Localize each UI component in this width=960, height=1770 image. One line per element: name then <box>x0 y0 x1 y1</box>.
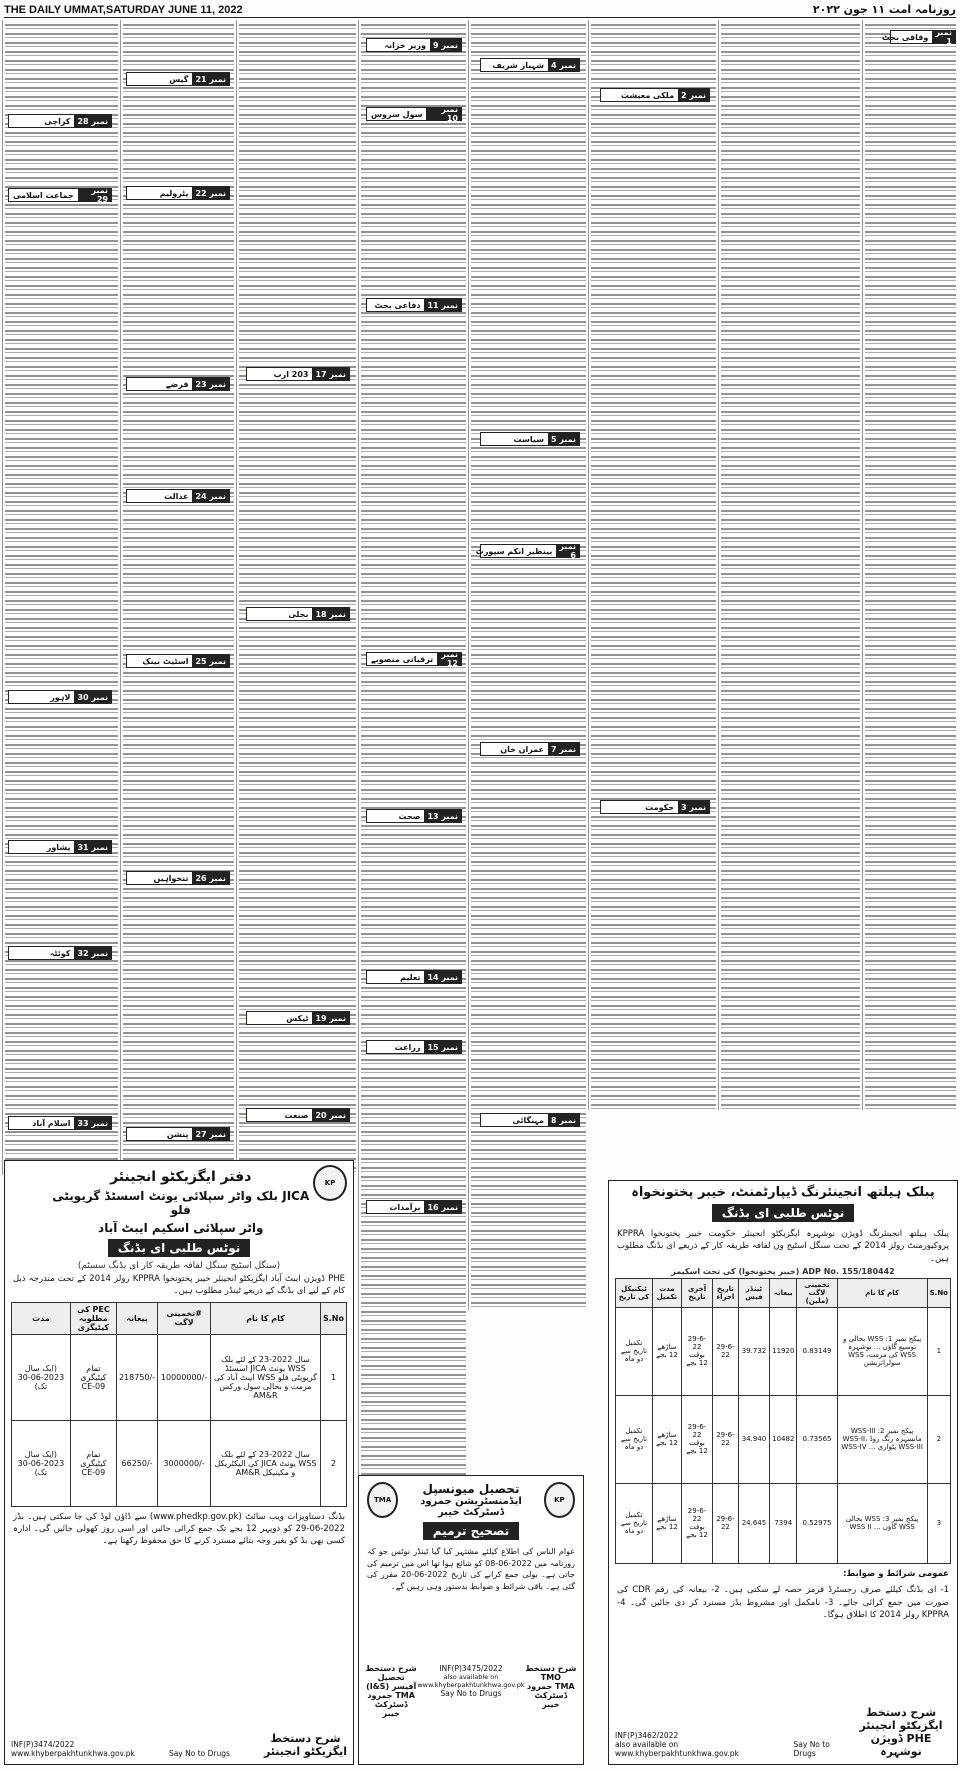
section-header: نمبر 18 بجلی <box>246 607 350 621</box>
column-header: PEC کی مطلوبہ کیٹیگری <box>70 1302 116 1334</box>
section-header: نمبر 23 قرضے <box>126 377 230 391</box>
website-link[interactable]: www.khyberpakhtunkhwa.gov.pk <box>11 1749 135 1758</box>
section-header: نمبر 31 پشاور <box>8 840 112 854</box>
say-no-to-drugs: Say No to Drugs <box>168 1749 230 1758</box>
notice-subtitle: (سنگل اسٹیج سنگل لفافہ طریقہ کار ای بڈنگ سسٹم) <box>77 1261 281 1271</box>
signature-tmo: شرح دستخط TMO TMA جمرود ڈسٹرکٹ خیبر <box>525 1664 577 1709</box>
masthead-urdu-date: روزنامہ امت ۱۱ جون ۲۰۲۲ <box>812 3 956 16</box>
website-link[interactable]: also available on www.khyberpakhtunkhwa.gov.pk <box>615 1740 739 1758</box>
tender-table <box>615 1278 951 1564</box>
tender-notice-phe-nowshera <box>608 1180 958 1765</box>
column-3 <box>588 20 718 1110</box>
column-6 <box>236 20 358 1175</box>
correction-banner: تصحیح ترمیم <box>423 1522 519 1540</box>
column-2 <box>718 20 862 1110</box>
notice-terms: بڈنگ دستاویزات ویب سائٹ (www.phedkp.gov.pk) سے ڈاؤن لوڈ کی جا سکتی ہیں۔ بڈز 2022-06-29 کو دوپہر 12 بجے تک جمع کرائی جائیں اور اسی روز کھولی جائیں گی۔ ادارہ کسی بھی بڈ کو بغیر وجہ بتائے مسترد کرنے کا حق محفوظ رکھتا ہے۔ <box>13 1511 345 1547</box>
unit-title: JICA بلک واٹر سپلائی یونٹ اسسٹڈ گریویٹی فلو <box>52 1189 310 1217</box>
column-5 <box>358 20 468 1490</box>
section-header: نمبر 12 ترقیاتی منصوبے <box>366 652 462 666</box>
kp-government-logo: KP <box>313 1165 347 1201</box>
section-header: نمبر 33 اسلام آباد <box>8 1116 112 1130</box>
section-header: نمبر 1 وفاقی بجٹ <box>890 30 956 44</box>
section-header: نمبر 16 برآمدات <box>366 1200 462 1214</box>
tma-logo-left: TMA <box>367 1482 398 1518</box>
section-header: نمبر 7 عمران خان <box>480 742 580 756</box>
masthead-english-date: THE DAILY UMMAT,SATURDAY JUNE 11, 2022 <box>4 3 243 16</box>
notice-banner: نوٹس طلبی ای بڈنگ <box>108 1239 251 1257</box>
column-header: مدت <box>12 1302 71 1334</box>
section-header: نمبر 9 وزیر خزانہ <box>366 38 462 52</box>
say-no-to-drugs: Say No to Drugs <box>440 1689 502 1698</box>
section-header: نمبر 11 دفاعی بجٹ <box>366 298 462 312</box>
say-no-to-drugs: Say No to Drugs <box>793 1740 830 1758</box>
section-header: نمبر 14 تعلیم <box>366 970 462 984</box>
section-header: نمبر 29 جماعت اسلامی <box>8 188 112 202</box>
adp-reference: ADP No. 155/180442 (خیبر پختونخوا) کی تحت اسکیمز <box>671 1266 895 1276</box>
tma-logo-right: KP <box>544 1482 575 1518</box>
section-header: نمبر 13 صحت <box>366 809 462 823</box>
section-header: نمبر 17 203 ارب <box>246 367 350 381</box>
inf-number: INF(P)3474/2022 <box>11 1740 75 1749</box>
section-header: نمبر 32 کوئٹہ <box>8 946 112 960</box>
table-header-row: S.No کام کا نام تخمینی لاگت (ملین) بیعانہ ٹینڈر فیس تاریخ اجراء آخری تاریخ مدت تکمیل ٹیکنیکل کی تاریخ <box>616 1278 951 1307</box>
notice-banner: نوٹس طلبی ای بڈنگ <box>712 1204 855 1222</box>
section-header: نمبر 22 پٹرولیم <box>126 186 230 200</box>
correction-notice-jamrud <box>358 1475 584 1765</box>
column-header: S.No <box>321 1302 347 1334</box>
section-header: نمبر 19 ٹیکس <box>246 1011 350 1025</box>
table-row: 1 سال 2022-23 کے لئے بلک WSS یونٹ JICA اسسٹڈ گریویٹی فلو WSS ایبٹ آباد کی مرمت و بحالی سول ورکس AM&R 10000000/- 218750/- تمام کیٹیگری CE-09 (ایک سال 2023-06-30 تک) <box>12 1334 347 1420</box>
table-row: 2 پیکج نمبر 2: WSS-III مانسہرہ رنگ روڈ WSS-II، WSS-III پٹواری ... WSS-IV 0.73565 10482 34.940 29-6-22 29-6-22 بوقت 12 بجے ساڑھے 12 بجے تکمیل تاریخ سے دو ماہ <box>616 1395 951 1483</box>
office-title: دفتر ایگزیکٹو انجینئر <box>110 1169 252 1185</box>
notice-intro: پبلک ہیلتھ انجینئرنگ ڈویژن نوشہرہ ایگزیکٹو انجینئر حکومت خیبر پختونخوا KPPRA پروکیورمنٹ رولز 2014 کے تحت سنگل اسٹیج ون لفافہ طریقہ کار کے ذریعے ای بڈنگ مطلوب ہیں۔ <box>617 1229 949 1264</box>
column-header: #تخمینی لاگت <box>158 1302 211 1334</box>
signature-block: شرح دستخط ایگزیکٹو انجینئر PHE ڈویژن نوشہرہ <box>859 1706 943 1758</box>
column-1 <box>862 20 958 1110</box>
inf-number: INF(P)3462/2022 <box>615 1731 679 1740</box>
inf-number: INF(P)3475/2022 <box>439 1664 503 1673</box>
table-row: 2 سال 2022-23 کے لئے بلک WSS یونٹ JICA کی الیکٹریکل و مکینیکل AM&R 3000000/- 66250/- تمام کیٹیگری CE-09 (ایک سال 2023-06-30 تک) <box>12 1420 347 1506</box>
table-row: 3 پیکج نمبر 3: WSS بحالی WSS گاؤں ... WSS II 0.52975 7394 24.645 29-6-22 29-6-22 بوقت 12 بجے ساڑھے 12 بجے تکمیل تاریخ سے دو ماہ <box>616 1483 951 1563</box>
section-header: نمبر 15 زراعت <box>366 1040 462 1054</box>
notice-intro: PHE ڈویژن ایبٹ آباد ایگزیکٹو انجینئر خیبر پختونخوا KPPRA رولز 2014 کے تحت مندرجہ ذیل کام کے لیے ای بڈنگ کے ذریعے ٹینڈر مطلوب ہیں۔ <box>13 1274 345 1297</box>
column-header: بیعانہ <box>116 1302 157 1334</box>
section-header: نمبر 2 ملکی معیشت <box>600 88 710 102</box>
section-header: نمبر 6 بینظیر انکم سپورٹ <box>480 544 580 558</box>
table-header-row <box>12 1302 347 1334</box>
terms-body: 1- ای بڈنگ کیلئے صرف رجسٹرڈ فرمز حصہ لے سکتی ہیں۔ 2- بیعانہ کی رقم CDR کی صورت میں جمع کرائی جائے۔ 3- نامکمل اور مشروط بڈز مسترد کر دی جائیں گی۔ 4- KPPRA رولز 2014 کا اطلاق ہوگا۔ <box>617 1585 949 1620</box>
section-header: نمبر 21 گیس <box>126 72 230 86</box>
section-header: نمبر 25 اسٹیٹ بینک <box>126 654 230 668</box>
section-header: نمبر 28 کراچی <box>8 114 112 128</box>
section-header: نمبر 24 عدالت <box>126 489 230 503</box>
tma-title: تحصیل میونسپل <box>422 1482 520 1496</box>
section-header: نمبر 4 شہباز شریف <box>480 58 580 72</box>
section-header: نمبر 20 صنعت <box>246 1108 350 1122</box>
tender-table <box>11 1302 347 1507</box>
tma-district: ایڈمنسٹریشن جمرود ڈسٹرکٹ خیبر <box>420 1496 522 1518</box>
scheme-title: واٹر سپلائی اسکیم ایبٹ آباد <box>98 1221 264 1235</box>
section-header: نمبر 8 مہنگائی <box>480 1113 580 1127</box>
terms-title: عمومی شرائط و ضوابط: <box>843 1568 949 1579</box>
section-header: نمبر 10 سول سروس <box>366 107 462 121</box>
correction-body: عوام الناس کی اطلاع کیلئے مشتہر کیا گیا ٹینڈر نوٹس جو کہ روزنامہ میں 2022-06-08 کو شائع ہوا تھا اس میں ترمیم کی جاتی ہے۔ بولی جمع کرانے کی تاریخ 2022-06-20 مقرر کی گئی ہے۔ باقی شرائط و ضوابط بدستور وہی رہیں گے۔ <box>367 1547 576 1591</box>
section-header: نمبر 3 حکومت <box>600 800 710 814</box>
signature-block: شرح دستخط ایگزیکٹو انجینئر <box>263 1732 347 1758</box>
section-header: نمبر 27 پنشن <box>126 1127 230 1141</box>
tender-notice-abbottabad <box>4 1160 354 1765</box>
section-header: نمبر 5 سیاست <box>480 432 580 446</box>
department-title: پبلک ہیلتھ انجینئرنگ ڈیپارٹمنٹ، خیبر پختونخواہ <box>631 1185 935 1200</box>
section-header: نمبر 26 تنخواہیں <box>126 871 230 885</box>
website-link[interactable]: also available on www.khyberpakhtunkhwa.gov.pk <box>417 1673 525 1689</box>
signature-tehsil-officer: شرح دستخط تحصیل آفیسر (I&S) TMA جمرود ڈسٹرکٹ خیبر <box>365 1664 417 1718</box>
table-row: 1 پیکج نمبر 1: WSS بحالی و توسیع گاؤں ... نوشہرہ WSS کی مرمت، WSS سولرائزیشن 0.83149 11920 39.732 29-6-22 29-6-22 بوقت 12 بجے ساڑھے 12 بجے تکمیل تاریخ سے دو ماہ <box>616 1307 951 1395</box>
masthead <box>4 2 956 18</box>
column-header: کام کا نام <box>211 1302 321 1334</box>
section-header: نمبر 30 لاہور <box>8 690 112 704</box>
